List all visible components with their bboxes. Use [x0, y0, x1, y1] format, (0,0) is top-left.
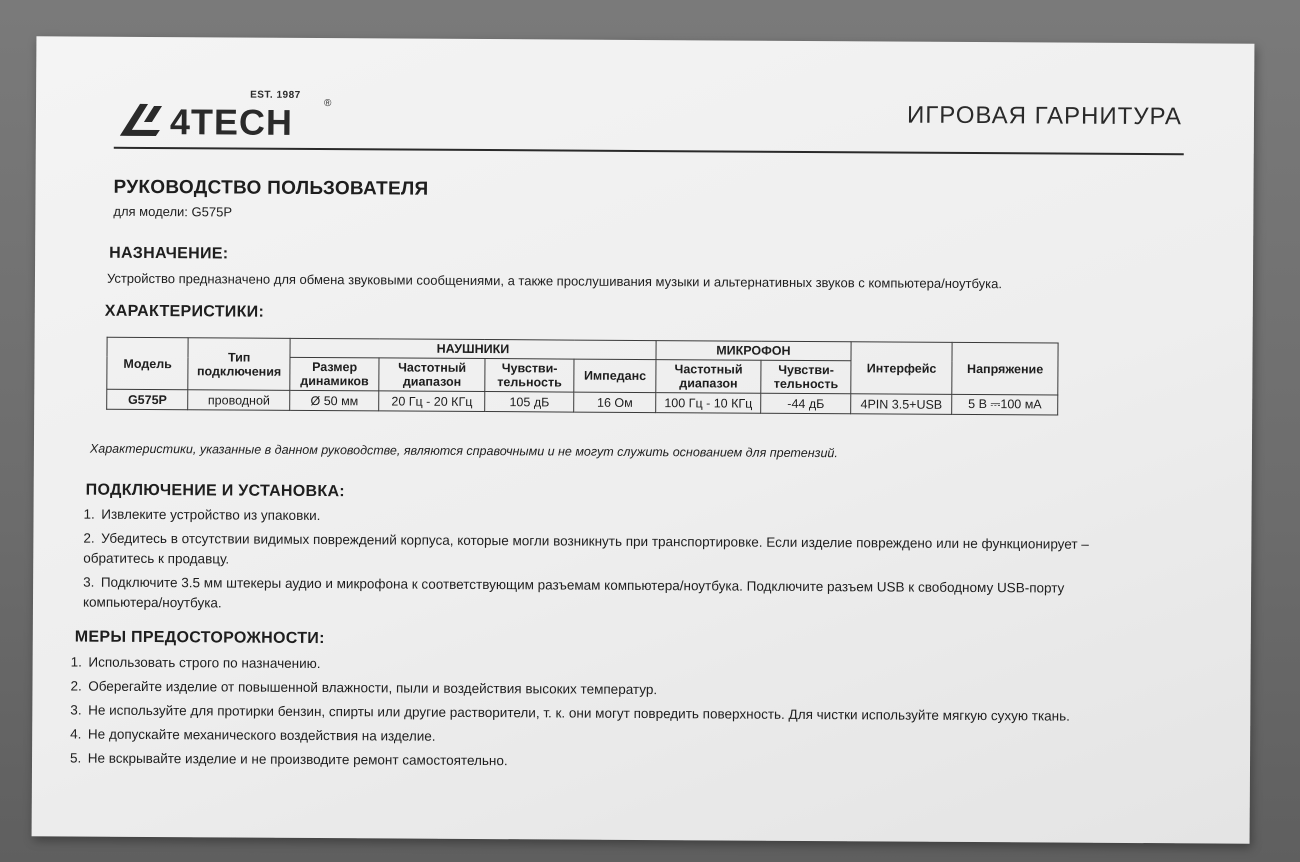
brand-logo	[118, 89, 338, 143]
list-item: 1. Использовать строго по назначению.	[70, 654, 321, 672]
col-speaker-size: Размер динамиков	[290, 357, 380, 391]
group-microphone: МИКРОФОН	[656, 341, 851, 361]
logo-a-mark-icon	[118, 103, 172, 137]
product-type-title: ИГРОВАЯ ГАРНИТУРА	[906, 101, 1183, 131]
precautions-heading: МЕРЫ ПРЕДОСТОРОЖНОСТИ:	[74, 628, 325, 648]
logo-est: EST. 1987	[250, 89, 301, 101]
cell-interface: 4PIN 3.5+USB	[851, 394, 953, 415]
list-item: 1. Извлеките устройство из упаковки.	[83, 506, 321, 524]
logo-text: 4TECH	[169, 101, 294, 143]
group-headphones: НАУШНИКИ	[290, 338, 656, 359]
model-line: для модели: G575P	[113, 203, 233, 220]
col-voltage: Напряжение	[952, 342, 1058, 395]
precautions-list	[70, 653, 1191, 780]
list-item: 3. Не используйте для протирки бензин, спирты или другие растворители, т. к. они могут повредить поверхность. Для чистки используйте мягкую сухую ткань.	[70, 702, 1070, 724]
cell-hp-freq: 20 Гц - 20 КГц	[379, 391, 485, 412]
specs-note: Характеристики, указанные в данном руководстве, являются справочными и не могут служить основанием для претензий.	[89, 441, 838, 461]
install-steps	[83, 505, 1134, 623]
col-connection: Тип подключения	[188, 338, 290, 391]
cell-hp-sensitivity: 105 дБ	[485, 392, 575, 413]
col-mic-freq: Частотный диапазон	[656, 360, 762, 394]
list-item: 3. Подключите 3.5 мм штекеры аудио и микрофона к соответствующим разъемам компьютера/ноутбука. Подключите разъем USB к свободному USB-порту компьютера/ноутбука.	[82, 574, 1065, 611]
logo-registered: ®	[324, 98, 332, 110]
cell-speaker-size: Ø 50 мм	[290, 390, 380, 411]
header-divider	[114, 147, 1184, 156]
col-hp-sensitivity: Чувстви-тельность	[485, 359, 575, 393]
cell-mic-freq: 100 Гц - 10 КГц	[656, 393, 762, 414]
purpose-text: Устройство предназначено для обмена звуковыми сообщениями, а также прослушивания музыки и альтернативных звуков с компьютера/ноутбука.	[106, 270, 1003, 292]
cell-model: G575P	[107, 389, 189, 409]
install-heading: ПОДКЛЮЧЕНИЕ И УСТАНОВКА:	[85, 481, 346, 501]
list-item: 2. Оберегайте изделие от повышенной влажности, пыли и воздействия высоких температур.	[70, 678, 658, 698]
col-impedance: Импеданс	[574, 359, 656, 392]
specs-heading: ХАРАКТЕРИСТИКИ:	[104, 302, 265, 321]
col-interface: Интерфейс	[851, 342, 953, 395]
col-mic-sensitivity: Чувстви-тельность	[761, 360, 851, 394]
cell-impedance: 16 Ом	[574, 392, 656, 412]
list-item: 2. Убедитесь в отсутствии видимых повреждений корпуса, которые могли возникнуть при транспортировке. Если изделие повреждено или не функционирует – обратитесь к продавцу.	[83, 530, 1089, 567]
cell-connection: проводной	[188, 390, 290, 411]
list-item: 4. Не допускайте механического воздействия на изделие.	[70, 726, 436, 744]
col-model: Модель	[107, 337, 189, 389]
document-title: РУКОВОДСТВО ПОЛЬЗОВАТЕЛЯ	[113, 176, 429, 200]
list-item: 5. Не вскрывайте изделие и не производите ремонт самостоятельно.	[70, 750, 508, 769]
cell-voltage: 5 В ⎓100 мА	[952, 394, 1058, 415]
col-hp-freq: Частотный диапазон	[379, 358, 485, 392]
cell-mic-sensitivity: -44 дБ	[761, 393, 851, 414]
specs-table	[106, 337, 1058, 416]
instruction-sheet	[32, 36, 1255, 843]
purpose-heading: НАЗНАЧЕНИЕ:	[109, 244, 229, 263]
